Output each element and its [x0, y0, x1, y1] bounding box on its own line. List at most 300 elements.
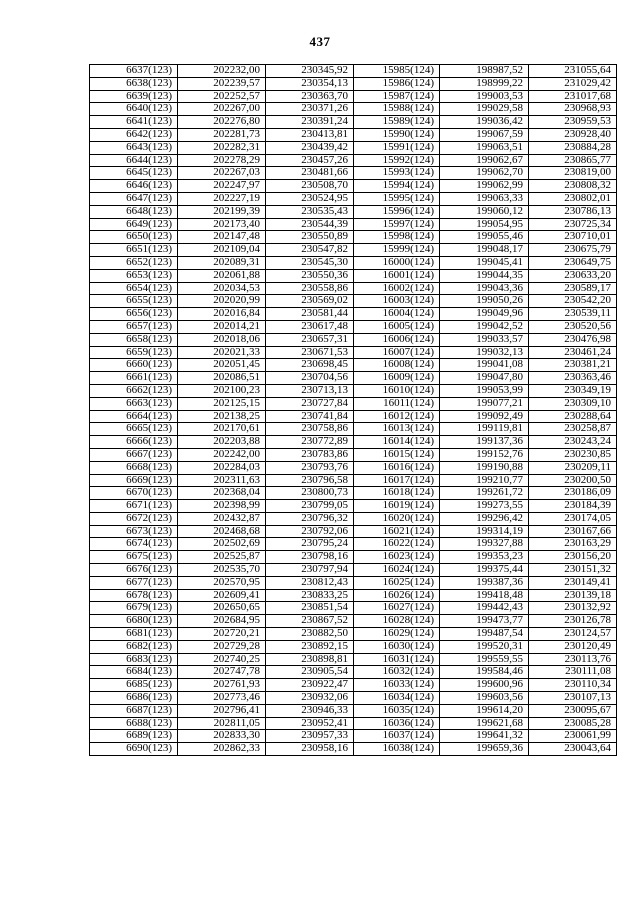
x-coordinate-cell: 202833,30: [178, 730, 266, 743]
y-coordinate-cell: 230946,33: [266, 704, 354, 717]
x-coordinate-cell: 202034,53: [178, 282, 266, 295]
y-coordinate-cell: 230186,09: [529, 487, 617, 500]
y-coordinate-cell: 230476,98: [529, 333, 617, 346]
table-row: [90, 653, 617, 666]
point-id-cell: 6661(123): [90, 372, 178, 385]
table-row: [90, 320, 617, 333]
point-id-cell: 6654(123): [90, 282, 178, 295]
y-coordinate-cell: 230535,43: [266, 205, 354, 218]
y-coordinate-cell: 230542,20: [529, 295, 617, 308]
y-coordinate-cell: 230792,06: [266, 525, 354, 538]
table-row: [90, 679, 617, 692]
y-coordinate-cell: 230230,85: [529, 448, 617, 461]
y-coordinate-cell: 230545,30: [266, 256, 354, 269]
x-coordinate-cell: 202227,19: [178, 192, 266, 205]
table-row: [90, 192, 617, 205]
point-id-cell: 6639(123): [90, 90, 178, 103]
x-coordinate-cell: 199063,51: [440, 141, 529, 154]
point-id-cell: 6641(123): [90, 116, 178, 129]
point-id-cell: 6677(123): [90, 576, 178, 589]
x-coordinate-cell: 202761,93: [178, 679, 266, 692]
x-coordinate-cell: 199048,17: [440, 244, 529, 257]
table-row: [90, 436, 617, 449]
x-coordinate-cell: 199032,13: [440, 346, 529, 359]
point-id-cell: 6679(123): [90, 602, 178, 615]
table-row: [90, 576, 617, 589]
point-id-cell: 6648(123): [90, 205, 178, 218]
point-id-cell: 16026(124): [354, 589, 440, 602]
point-id-cell: 15992(124): [354, 154, 440, 167]
point-id-cell: 15986(124): [354, 77, 440, 90]
x-coordinate-cell: 199296,42: [440, 512, 529, 525]
point-id-cell: 6667(123): [90, 448, 178, 461]
point-id-cell: 16018(124): [354, 487, 440, 500]
x-coordinate-cell: 202018,06: [178, 333, 266, 346]
x-coordinate-cell: 199559,55: [440, 653, 529, 666]
table-row: [90, 346, 617, 359]
y-coordinate-cell: 230808,32: [529, 180, 617, 193]
coordinates-table-body: [90, 65, 617, 756]
y-coordinate-cell: 230184,39: [529, 500, 617, 513]
x-coordinate-cell: 202239,57: [178, 77, 266, 90]
point-id-cell: 15991(124): [354, 141, 440, 154]
y-coordinate-cell: 230309,10: [529, 397, 617, 410]
point-id-cell: 6690(123): [90, 743, 178, 756]
point-id-cell: 15996(124): [354, 205, 440, 218]
y-coordinate-cell: 230095,67: [529, 704, 617, 717]
point-id-cell: 6663(123): [90, 397, 178, 410]
y-coordinate-cell: 230209,11: [529, 461, 617, 474]
x-coordinate-cell: 199137,36: [440, 436, 529, 449]
y-coordinate-cell: 230569,02: [266, 295, 354, 308]
x-coordinate-cell: 199067,59: [440, 128, 529, 141]
point-id-cell: 16013(124): [354, 423, 440, 436]
table-row: [90, 231, 617, 244]
point-id-cell: 16037(124): [354, 730, 440, 743]
x-coordinate-cell: 199044,35: [440, 269, 529, 282]
y-coordinate-cell: 230892,15: [266, 640, 354, 653]
y-coordinate-cell: 230200,50: [529, 474, 617, 487]
x-coordinate-cell: 199045,41: [440, 256, 529, 269]
y-coordinate-cell: 230675,79: [529, 244, 617, 257]
point-id-cell: 6676(123): [90, 564, 178, 577]
x-coordinate-cell: 199387,36: [440, 576, 529, 589]
y-coordinate-cell: 230547,82: [266, 244, 354, 257]
point-id-cell: 6638(123): [90, 77, 178, 90]
point-id-cell: 16020(124): [354, 512, 440, 525]
y-coordinate-cell: 230371,26: [266, 103, 354, 116]
point-id-cell: 6637(123): [90, 65, 178, 78]
point-id-cell: 6664(123): [90, 410, 178, 423]
x-coordinate-cell: 202199,39: [178, 205, 266, 218]
y-coordinate-cell: 230865,77: [529, 154, 617, 167]
point-id-cell: 6657(123): [90, 320, 178, 333]
x-coordinate-cell: 199375,44: [440, 564, 529, 577]
point-id-cell: 15988(124): [354, 103, 440, 116]
y-coordinate-cell: 230363,46: [529, 372, 617, 385]
point-id-cell: 15990(124): [354, 128, 440, 141]
x-coordinate-cell: 199473,77: [440, 615, 529, 628]
point-id-cell: 16033(124): [354, 679, 440, 692]
point-id-cell: 6688(123): [90, 717, 178, 730]
x-coordinate-cell: 199190,88: [440, 461, 529, 474]
point-id-cell: 6686(123): [90, 692, 178, 705]
table-row: [90, 269, 617, 282]
point-id-cell: 6682(123): [90, 640, 178, 653]
point-id-cell: 16028(124): [354, 615, 440, 628]
y-coordinate-cell: 230126,78: [529, 615, 617, 628]
x-coordinate-cell: 199603,56: [440, 692, 529, 705]
x-coordinate-cell: 199053,99: [440, 384, 529, 397]
x-coordinate-cell: 202740,25: [178, 653, 266, 666]
point-id-cell: 16025(124): [354, 576, 440, 589]
x-coordinate-cell: 202650,65: [178, 602, 266, 615]
y-coordinate-cell: 230833,25: [266, 589, 354, 602]
table-row: [90, 282, 617, 295]
point-id-cell: 15998(124): [354, 231, 440, 244]
y-coordinate-cell: 230132,92: [529, 602, 617, 615]
point-id-cell: 16001(124): [354, 269, 440, 282]
point-id-cell: 16014(124): [354, 436, 440, 449]
x-coordinate-cell: 202535,70: [178, 564, 266, 577]
point-id-cell: 6665(123): [90, 423, 178, 436]
point-id-cell: 16027(124): [354, 602, 440, 615]
x-coordinate-cell: 202016,84: [178, 308, 266, 321]
point-id-cell: 6673(123): [90, 525, 178, 538]
table-row: [90, 564, 617, 577]
x-coordinate-cell: 202284,03: [178, 461, 266, 474]
y-coordinate-cell: 230544,39: [266, 218, 354, 231]
point-id-cell: 16036(124): [354, 717, 440, 730]
point-id-cell: 15999(124): [354, 244, 440, 257]
point-id-cell: 6672(123): [90, 512, 178, 525]
point-id-cell: 6689(123): [90, 730, 178, 743]
point-id-cell: 6660(123): [90, 359, 178, 372]
y-coordinate-cell: 230851,54: [266, 602, 354, 615]
table-row: [90, 500, 617, 513]
y-coordinate-cell: 230704,56: [266, 372, 354, 385]
y-coordinate-cell: 230802,01: [529, 192, 617, 205]
table-row: [90, 487, 617, 500]
x-coordinate-cell: 202061,88: [178, 269, 266, 282]
x-coordinate-cell: 199054,95: [440, 218, 529, 231]
x-coordinate-cell: 199314,19: [440, 525, 529, 538]
y-coordinate-cell: 230085,28: [529, 717, 617, 730]
point-id-cell: 15997(124): [354, 218, 440, 231]
point-id-cell: 6680(123): [90, 615, 178, 628]
y-coordinate-cell: 230589,17: [529, 282, 617, 295]
y-coordinate-cell: 230867,52: [266, 615, 354, 628]
point-id-cell: 6646(123): [90, 180, 178, 193]
point-id-cell: 16012(124): [354, 410, 440, 423]
x-coordinate-cell: 199261,72: [440, 487, 529, 500]
x-coordinate-cell: 202051,45: [178, 359, 266, 372]
x-coordinate-cell: 199614,20: [440, 704, 529, 717]
y-coordinate-cell: 230922,47: [266, 679, 354, 692]
point-id-cell: 15985(124): [354, 65, 440, 78]
x-coordinate-cell: 202729,28: [178, 640, 266, 653]
point-id-cell: 6678(123): [90, 589, 178, 602]
point-id-cell: 16000(124): [354, 256, 440, 269]
point-id-cell: 6658(123): [90, 333, 178, 346]
y-coordinate-cell: 230139,18: [529, 589, 617, 602]
x-coordinate-cell: 202203,88: [178, 436, 266, 449]
point-id-cell: 6650(123): [90, 231, 178, 244]
table-row: [90, 90, 617, 103]
point-id-cell: 16009(124): [354, 372, 440, 385]
table-row: [90, 640, 617, 653]
y-coordinate-cell: 230539,11: [529, 308, 617, 321]
x-coordinate-cell: 202014,21: [178, 320, 266, 333]
table-row: [90, 359, 617, 372]
table-row: [90, 628, 617, 641]
x-coordinate-cell: 202525,87: [178, 551, 266, 564]
point-id-cell: 16021(124): [354, 525, 440, 538]
y-coordinate-cell: 230151,32: [529, 564, 617, 577]
x-coordinate-cell: 199418,48: [440, 589, 529, 602]
point-id-cell: 6670(123): [90, 487, 178, 500]
x-coordinate-cell: 198987,52: [440, 65, 529, 78]
y-coordinate-cell: 230558,86: [266, 282, 354, 295]
table-row: [90, 538, 617, 551]
x-coordinate-cell: 202773,46: [178, 692, 266, 705]
table-row: [90, 474, 617, 487]
y-coordinate-cell: 230772,89: [266, 436, 354, 449]
y-coordinate-cell: 230786,13: [529, 205, 617, 218]
x-coordinate-cell: 198999,22: [440, 77, 529, 90]
x-coordinate-cell: 202281,73: [178, 128, 266, 141]
point-id-cell: 16029(124): [354, 628, 440, 641]
table-row: [90, 65, 617, 78]
y-coordinate-cell: 230061,99: [529, 730, 617, 743]
x-coordinate-cell: 199092,49: [440, 410, 529, 423]
x-coordinate-cell: 199036,42: [440, 116, 529, 129]
y-coordinate-cell: 230345,92: [266, 65, 354, 78]
x-coordinate-cell: 202502,69: [178, 538, 266, 551]
point-id-cell: 16030(124): [354, 640, 440, 653]
x-coordinate-cell: 202282,31: [178, 141, 266, 154]
table-row: [90, 218, 617, 231]
y-coordinate-cell: 230968,93: [529, 103, 617, 116]
y-coordinate-cell: 230381,21: [529, 359, 617, 372]
table-row: [90, 103, 617, 116]
x-coordinate-cell: 199327,88: [440, 538, 529, 551]
x-coordinate-cell: 202020,99: [178, 295, 266, 308]
x-coordinate-cell: 202368,04: [178, 487, 266, 500]
y-coordinate-cell: 230796,58: [266, 474, 354, 487]
point-id-cell: 15989(124): [354, 116, 440, 129]
y-coordinate-cell: 230243,24: [529, 436, 617, 449]
y-coordinate-cell: 230657,31: [266, 333, 354, 346]
x-coordinate-cell: 202720,21: [178, 628, 266, 641]
y-coordinate-cell: 230928,40: [529, 128, 617, 141]
point-id-cell: 16010(124): [354, 384, 440, 397]
x-coordinate-cell: 202173,40: [178, 218, 266, 231]
table-row: [90, 205, 617, 218]
x-coordinate-cell: 199077,21: [440, 397, 529, 410]
x-coordinate-cell: 199041,08: [440, 359, 529, 372]
x-coordinate-cell: 202684,95: [178, 615, 266, 628]
point-id-cell: 6659(123): [90, 346, 178, 359]
y-coordinate-cell: 230798,16: [266, 551, 354, 564]
x-coordinate-cell: 199641,32: [440, 730, 529, 743]
y-coordinate-cell: 230481,66: [266, 167, 354, 180]
point-id-cell: 16035(124): [354, 704, 440, 717]
x-coordinate-cell: 199033,57: [440, 333, 529, 346]
table-row: [90, 525, 617, 538]
table-row: [90, 128, 617, 141]
point-id-cell: 15987(124): [354, 90, 440, 103]
point-id-cell: 6671(123): [90, 500, 178, 513]
table-row: [90, 743, 617, 756]
point-id-cell: 6652(123): [90, 256, 178, 269]
point-id-cell: 6644(123): [90, 154, 178, 167]
x-coordinate-cell: 202432,87: [178, 512, 266, 525]
point-id-cell: 6687(123): [90, 704, 178, 717]
x-coordinate-cell: 202247,97: [178, 180, 266, 193]
x-coordinate-cell: 199273,55: [440, 500, 529, 513]
y-coordinate-cell: 230113,76: [529, 653, 617, 666]
x-coordinate-cell: 199442,43: [440, 602, 529, 615]
y-coordinate-cell: 230725,34: [529, 218, 617, 231]
table-row: [90, 180, 617, 193]
x-coordinate-cell: 202232,00: [178, 65, 266, 78]
table-row: [90, 602, 617, 615]
point-id-cell: 6674(123): [90, 538, 178, 551]
x-coordinate-cell: 202021,33: [178, 346, 266, 359]
x-coordinate-cell: 202570,95: [178, 576, 266, 589]
y-coordinate-cell: 230149,41: [529, 576, 617, 589]
point-id-cell: 6643(123): [90, 141, 178, 154]
point-id-cell: 6675(123): [90, 551, 178, 564]
point-id-cell: 16032(124): [354, 666, 440, 679]
point-id-cell: 15994(124): [354, 180, 440, 193]
table-row: [90, 461, 617, 474]
point-id-cell: 16008(124): [354, 359, 440, 372]
x-coordinate-cell: 199050,26: [440, 295, 529, 308]
x-coordinate-cell: 202170,61: [178, 423, 266, 436]
y-coordinate-cell: 230783,86: [266, 448, 354, 461]
y-coordinate-cell: 230043,64: [529, 743, 617, 756]
point-id-cell: 6684(123): [90, 666, 178, 679]
point-id-cell: 6683(123): [90, 653, 178, 666]
y-coordinate-cell: 230797,94: [266, 564, 354, 577]
y-coordinate-cell: 230617,48: [266, 320, 354, 333]
x-coordinate-cell: 202100,23: [178, 384, 266, 397]
y-coordinate-cell: 230174,05: [529, 512, 617, 525]
x-coordinate-cell: 202862,33: [178, 743, 266, 756]
point-id-cell: 16031(124): [354, 653, 440, 666]
table-row: [90, 730, 617, 743]
y-coordinate-cell: 230958,16: [266, 743, 354, 756]
point-id-cell: 6651(123): [90, 244, 178, 257]
table-row: [90, 77, 617, 90]
y-coordinate-cell: 230795,24: [266, 538, 354, 551]
y-coordinate-cell: 230461,24: [529, 346, 617, 359]
x-coordinate-cell: 202398,99: [178, 500, 266, 513]
y-coordinate-cell: 230163,29: [529, 538, 617, 551]
y-coordinate-cell: 230793,76: [266, 461, 354, 474]
table-row: [90, 116, 617, 129]
table-row: [90, 244, 617, 257]
y-coordinate-cell: 231055,64: [529, 65, 617, 78]
table-row: [90, 717, 617, 730]
point-id-cell: 6640(123): [90, 103, 178, 116]
point-id-cell: 16019(124): [354, 500, 440, 513]
y-coordinate-cell: 230581,44: [266, 308, 354, 321]
point-id-cell: 15995(124): [354, 192, 440, 205]
y-coordinate-cell: 231029,42: [529, 77, 617, 90]
point-id-cell: 16004(124): [354, 308, 440, 321]
y-coordinate-cell: 230107,13: [529, 692, 617, 705]
y-coordinate-cell: 230800,73: [266, 487, 354, 500]
y-coordinate-cell: 230671,53: [266, 346, 354, 359]
y-coordinate-cell: 230758,86: [266, 423, 354, 436]
table-row: [90, 423, 617, 436]
point-id-cell: 6645(123): [90, 167, 178, 180]
table-row: [90, 666, 617, 679]
x-coordinate-cell: 199584,46: [440, 666, 529, 679]
y-coordinate-cell: 230349,19: [529, 384, 617, 397]
x-coordinate-cell: 202138,25: [178, 410, 266, 423]
x-coordinate-cell: 202089,31: [178, 256, 266, 269]
y-coordinate-cell: 230799,05: [266, 500, 354, 513]
point-id-cell: 15993(124): [354, 167, 440, 180]
table-row: [90, 589, 617, 602]
point-id-cell: 16015(124): [354, 448, 440, 461]
x-coordinate-cell: 202609,41: [178, 589, 266, 602]
point-id-cell: 6655(123): [90, 295, 178, 308]
y-coordinate-cell: 230391,24: [266, 116, 354, 129]
table-row: [90, 397, 617, 410]
x-coordinate-cell: 202278,29: [178, 154, 266, 167]
y-coordinate-cell: 230524,95: [266, 192, 354, 205]
point-id-cell: 6653(123): [90, 269, 178, 282]
x-coordinate-cell: 199060,12: [440, 205, 529, 218]
x-coordinate-cell: 199049,96: [440, 308, 529, 321]
x-coordinate-cell: 202267,03: [178, 167, 266, 180]
y-coordinate-cell: 230124,57: [529, 628, 617, 641]
point-id-cell: 6681(123): [90, 628, 178, 641]
x-coordinate-cell: 199621,68: [440, 717, 529, 730]
y-coordinate-cell: 230288,64: [529, 410, 617, 423]
x-coordinate-cell: 199119,81: [440, 423, 529, 436]
point-id-cell: 6656(123): [90, 308, 178, 321]
point-id-cell: 16017(124): [354, 474, 440, 487]
x-coordinate-cell: 202267,00: [178, 103, 266, 116]
x-coordinate-cell: 202468,68: [178, 525, 266, 538]
point-id-cell: 16023(124): [354, 551, 440, 564]
y-coordinate-cell: 230156,20: [529, 551, 617, 564]
table-row: [90, 167, 617, 180]
y-coordinate-cell: 230363,70: [266, 90, 354, 103]
y-coordinate-cell: 230796,32: [266, 512, 354, 525]
point-id-cell: 16011(124): [354, 397, 440, 410]
x-coordinate-cell: 202311,63: [178, 474, 266, 487]
y-coordinate-cell: 230812,43: [266, 576, 354, 589]
table-row: [90, 615, 617, 628]
table-row: [90, 551, 617, 564]
point-id-cell: 16006(124): [354, 333, 440, 346]
point-id-cell: 6668(123): [90, 461, 178, 474]
y-coordinate-cell: 230819,00: [529, 167, 617, 180]
y-coordinate-cell: 230439,42: [266, 141, 354, 154]
x-coordinate-cell: 199487,54: [440, 628, 529, 641]
y-coordinate-cell: 230882,50: [266, 628, 354, 641]
table-row: [90, 704, 617, 717]
y-coordinate-cell: 230110,34: [529, 679, 617, 692]
point-id-cell: 6685(123): [90, 679, 178, 692]
